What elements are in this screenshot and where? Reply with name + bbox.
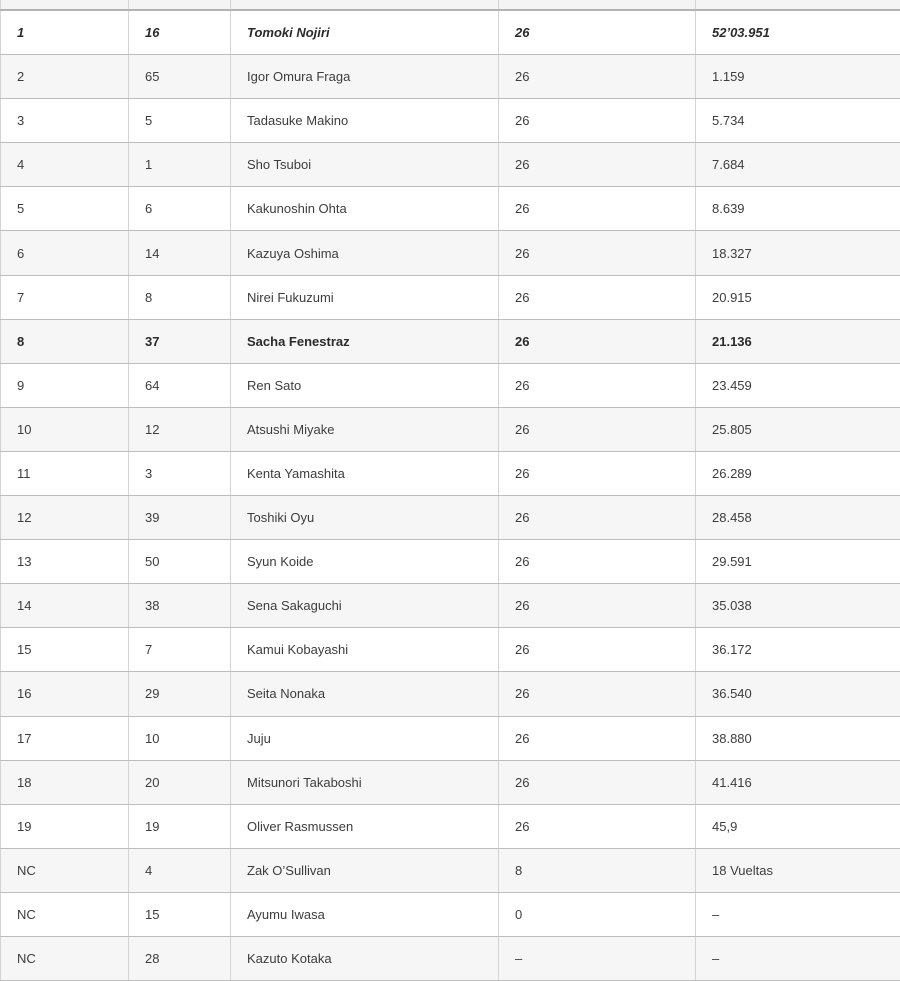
header-cell-laps <box>499 0 696 10</box>
cell-no: 12 <box>129 407 231 451</box>
cell-driver: Kakunoshin Ohta <box>231 187 499 231</box>
cell-no: 15 <box>129 892 231 936</box>
table-row <box>1 10 900 55</box>
cell-gap: 25.805 <box>696 407 900 451</box>
cell-pos: 19 <box>1 804 129 848</box>
cell-no: 1 <box>129 143 231 187</box>
table-row <box>1 584 900 628</box>
header-cell-position <box>1 0 129 10</box>
cell-driver: Atsushi Miyake <box>231 407 499 451</box>
cell-no: 3 <box>129 451 231 495</box>
cell-gap: 20.915 <box>696 275 900 319</box>
cell-laps: 26 <box>499 319 696 363</box>
cell-laps: 26 <box>499 55 696 99</box>
table-row <box>1 451 900 495</box>
cell-gap: 26.289 <box>696 451 900 495</box>
cell-driver: Zak O’Sullivan <box>231 848 499 892</box>
cell-no: 20 <box>129 760 231 804</box>
table-row <box>1 760 900 804</box>
cell-laps: 8 <box>499 848 696 892</box>
table-row <box>1 892 900 936</box>
cell-pos: 1 <box>1 10 129 55</box>
cell-driver: Sho Tsuboi <box>231 143 499 187</box>
cell-gap: 36.540 <box>696 672 900 716</box>
cell-pos: 13 <box>1 540 129 584</box>
cell-laps: 26 <box>499 10 696 55</box>
cell-laps: 26 <box>499 231 696 275</box>
cell-laps: 26 <box>499 672 696 716</box>
table-row <box>1 407 900 451</box>
cell-gap: 21.136 <box>696 319 900 363</box>
table-row <box>1 936 900 980</box>
header-cell-number <box>129 0 231 10</box>
cell-pos: 11 <box>1 451 129 495</box>
cell-no: 37 <box>129 319 231 363</box>
cell-driver: Seita Nonaka <box>231 672 499 716</box>
cell-driver: Ayumu Iwasa <box>231 892 499 936</box>
cell-pos: NC <box>1 848 129 892</box>
cell-driver: Igor Omura Fraga <box>231 55 499 99</box>
cell-driver: Kamui Kobayashi <box>231 628 499 672</box>
cell-pos: 18 <box>1 760 129 804</box>
cell-pos: 17 <box>1 716 129 760</box>
cell-gap: 23.459 <box>696 363 900 407</box>
cell-gap: – <box>696 892 900 936</box>
cell-no: 16 <box>129 10 231 55</box>
table-row <box>1 672 900 716</box>
cell-gap: 38.880 <box>696 716 900 760</box>
cell-laps: – <box>499 936 696 980</box>
cell-laps: 26 <box>499 760 696 804</box>
cell-driver: Nirei Fukuzumi <box>231 275 499 319</box>
cell-gap: – <box>696 936 900 980</box>
cell-no: 19 <box>129 804 231 848</box>
cell-pos: 3 <box>1 99 129 143</box>
header-cell-driver <box>231 0 499 10</box>
cell-driver: Kazuto Kotaka <box>231 936 499 980</box>
table-row <box>1 187 900 231</box>
cell-no: 14 <box>129 231 231 275</box>
table-row <box>1 231 900 275</box>
cell-gap: 1.159 <box>696 55 900 99</box>
cell-laps: 26 <box>499 407 696 451</box>
cell-no: 65 <box>129 55 231 99</box>
cell-no: 8 <box>129 275 231 319</box>
cell-driver: Tadasuke Makino <box>231 99 499 143</box>
cell-gap: 8.639 <box>696 187 900 231</box>
header-row-partial <box>1 0 900 10</box>
cell-laps: 26 <box>499 275 696 319</box>
cell-gap: 29.591 <box>696 540 900 584</box>
cell-driver: Ren Sato <box>231 363 499 407</box>
cell-driver: Toshiki Oyu <box>231 496 499 540</box>
results-tbody <box>1 10 900 981</box>
cell-gap: 45,9 <box>696 804 900 848</box>
cell-no: 50 <box>129 540 231 584</box>
cell-no: 7 <box>129 628 231 672</box>
cell-pos: NC <box>1 892 129 936</box>
table-row <box>1 804 900 848</box>
table-row <box>1 496 900 540</box>
cell-no: 6 <box>129 187 231 231</box>
cell-no: 28 <box>129 936 231 980</box>
table-row <box>1 628 900 672</box>
cell-laps: 26 <box>499 363 696 407</box>
cell-laps: 26 <box>499 143 696 187</box>
cell-pos: 4 <box>1 143 129 187</box>
cell-pos: 2 <box>1 55 129 99</box>
cell-driver: Syun Koide <box>231 540 499 584</box>
cell-driver: Mitsunori Takaboshi <box>231 760 499 804</box>
cell-driver: Kenta Yamashita <box>231 451 499 495</box>
cell-pos: 10 <box>1 407 129 451</box>
cell-gap: 5.734 <box>696 99 900 143</box>
cell-pos: 6 <box>1 231 129 275</box>
cell-no: 29 <box>129 672 231 716</box>
cell-laps: 26 <box>499 540 696 584</box>
table-row <box>1 275 900 319</box>
cell-gap: 18 Vueltas <box>696 848 900 892</box>
cell-driver: Kazuya Oshima <box>231 231 499 275</box>
cell-laps: 26 <box>499 451 696 495</box>
table-row <box>1 55 900 99</box>
cell-gap: 28.458 <box>696 496 900 540</box>
cell-no: 5 <box>129 99 231 143</box>
cell-gap: 35.038 <box>696 584 900 628</box>
cell-laps: 26 <box>499 99 696 143</box>
cell-driver: Tomoki Nojiri <box>231 10 499 55</box>
cell-pos: 9 <box>1 363 129 407</box>
table-row <box>1 363 900 407</box>
cell-driver: Oliver Rasmussen <box>231 804 499 848</box>
cell-laps: 0 <box>499 892 696 936</box>
cell-pos: 7 <box>1 275 129 319</box>
cell-laps: 26 <box>499 716 696 760</box>
cell-laps: 26 <box>499 496 696 540</box>
cell-gap: 7.684 <box>696 143 900 187</box>
table-row <box>1 716 900 760</box>
cell-pos: 8 <box>1 319 129 363</box>
cell-no: 4 <box>129 848 231 892</box>
cell-pos: 16 <box>1 672 129 716</box>
cell-driver: Sena Sakaguchi <box>231 584 499 628</box>
cell-driver: Juju <box>231 716 499 760</box>
cell-laps: 26 <box>499 628 696 672</box>
cell-laps: 26 <box>499 804 696 848</box>
cell-pos: NC <box>1 936 129 980</box>
cell-no: 39 <box>129 496 231 540</box>
cell-no: 38 <box>129 584 231 628</box>
cell-pos: 5 <box>1 187 129 231</box>
cell-laps: 26 <box>499 187 696 231</box>
cell-gap: 18.327 <box>696 231 900 275</box>
cell-laps: 26 <box>499 584 696 628</box>
cell-gap: 36.172 <box>696 628 900 672</box>
cell-no: 10 <box>129 716 231 760</box>
table-row <box>1 99 900 143</box>
cell-gap: 41.416 <box>696 760 900 804</box>
table-row <box>1 319 900 363</box>
cell-gap: 52’03.951 <box>696 10 900 55</box>
table-row <box>1 540 900 584</box>
cell-driver: Sacha Fenestraz <box>231 319 499 363</box>
cell-pos: 14 <box>1 584 129 628</box>
table-row <box>1 848 900 892</box>
cell-no: 64 <box>129 363 231 407</box>
cell-pos: 15 <box>1 628 129 672</box>
header-cell-gap <box>696 0 900 10</box>
table-row <box>1 143 900 187</box>
cell-pos: 12 <box>1 496 129 540</box>
